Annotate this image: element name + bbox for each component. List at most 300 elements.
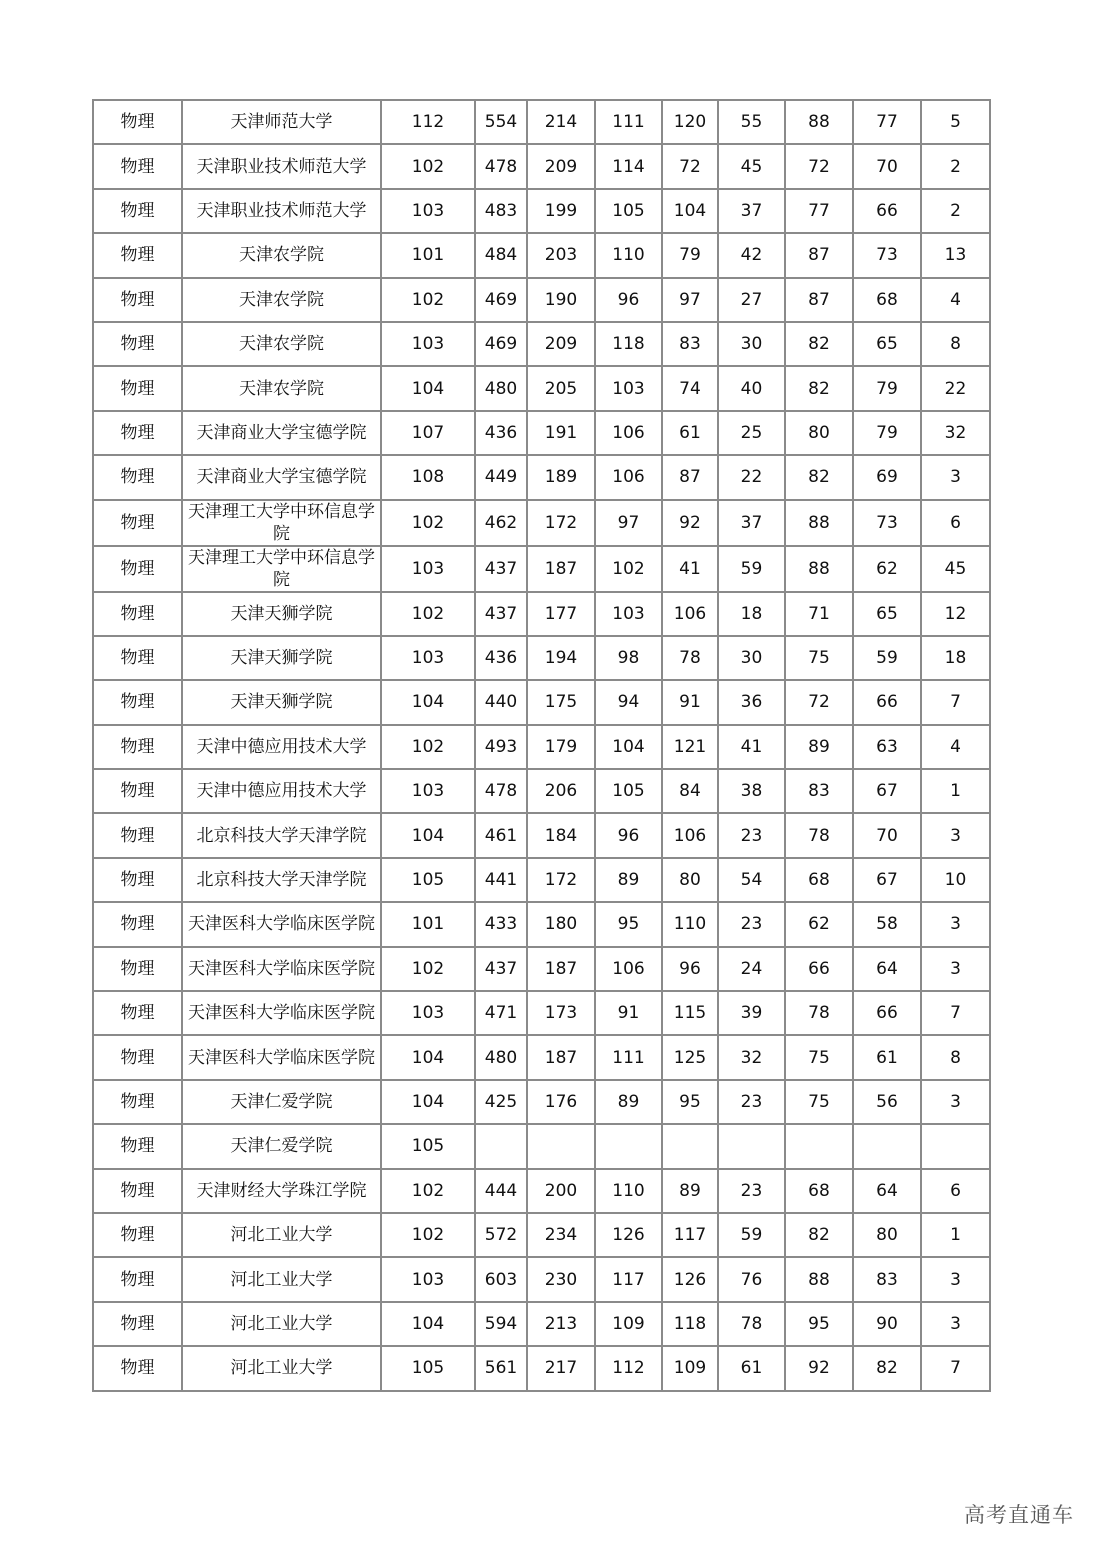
cell-c5: 120: [662, 100, 718, 144]
cell-max-score: 483: [475, 189, 527, 233]
cell-c7: 80: [785, 411, 853, 455]
cell-school: 天津医科大学临床医学院: [182, 902, 381, 946]
cell-c7: 78: [785, 991, 853, 1035]
cell-group-code: 104: [381, 680, 475, 724]
cell-max-score: 594: [475, 1302, 527, 1346]
cell-max-score: 480: [475, 366, 527, 410]
cell-plan-count: 3: [921, 902, 990, 946]
cell-max-rank-a: 217: [527, 1346, 595, 1390]
table-row: [93, 1124, 990, 1168]
cell-max-rank-a: 187: [527, 947, 595, 991]
cell-c6: 27: [718, 278, 785, 322]
cell-school: 北京科技大学天津学院: [182, 858, 381, 902]
cell-c7: 77: [785, 189, 853, 233]
cell-subject: 物理: [93, 278, 182, 322]
cell-group-code: 101: [381, 233, 475, 277]
cell-c6: 23: [718, 1080, 785, 1124]
cell-c8: 64: [853, 947, 921, 991]
table-row: [93, 680, 990, 724]
cell-c8: 79: [853, 411, 921, 455]
cell-plan-count: 2: [921, 144, 990, 188]
cell-max-score: 449: [475, 455, 527, 499]
cell-max-rank-b: 118: [595, 322, 662, 366]
cell-max-rank-a: 194: [527, 636, 595, 680]
cell-max-rank-b: [595, 1124, 662, 1168]
cell-max-rank-b: 112: [595, 1346, 662, 1390]
cell-group-code: 103: [381, 991, 475, 1035]
cell-c7: 88: [785, 500, 853, 546]
cell-school: 天津仁爱学院: [182, 1080, 381, 1124]
cell-plan-count: 1: [921, 769, 990, 813]
cell-c8: 56: [853, 1080, 921, 1124]
cell-c6: 39: [718, 991, 785, 1035]
cell-c5: 92: [662, 500, 718, 546]
cell-school: 天津职业技术师范大学: [182, 189, 381, 233]
cell-max-rank-a: 213: [527, 1302, 595, 1346]
cell-max-score: 461: [475, 813, 527, 857]
cell-c5: 115: [662, 991, 718, 1035]
cell-group-code: 105: [381, 858, 475, 902]
cell-max-rank-b: 105: [595, 769, 662, 813]
table-row: [93, 100, 990, 144]
cell-max-score: 478: [475, 769, 527, 813]
cell-school: 天津中德应用技术大学: [182, 725, 381, 769]
cell-max-rank-b: 110: [595, 1169, 662, 1213]
cell-plan-count: 4: [921, 278, 990, 322]
cell-max-rank-b: 104: [595, 725, 662, 769]
table-row: [93, 278, 990, 322]
cell-c8: 70: [853, 144, 921, 188]
cell-c5: 106: [662, 813, 718, 857]
cell-c6: 42: [718, 233, 785, 277]
cell-c8: 61: [853, 1035, 921, 1079]
cell-subject: 物理: [93, 680, 182, 724]
cell-max-rank-a: 209: [527, 144, 595, 188]
cell-group-code: 108: [381, 455, 475, 499]
cell-c6: 45: [718, 144, 785, 188]
table-row: [93, 1346, 990, 1390]
cell-group-code: 103: [381, 769, 475, 813]
cell-plan-count: 12: [921, 592, 990, 636]
cell-max-rank-b: 103: [595, 592, 662, 636]
cell-c7: 78: [785, 813, 853, 857]
cell-c5: 80: [662, 858, 718, 902]
cell-max-score: 554: [475, 100, 527, 144]
cell-subject: 物理: [93, 1302, 182, 1346]
cell-school: 天津商业大学宝德学院: [182, 411, 381, 455]
cell-subject: 物理: [93, 455, 182, 499]
cell-subject: 物理: [93, 144, 182, 188]
cell-max-score: 436: [475, 636, 527, 680]
cell-c6: 37: [718, 500, 785, 546]
cell-plan-count: 1: [921, 1213, 990, 1257]
cell-max-rank-b: 97: [595, 500, 662, 546]
cell-c8: 62: [853, 546, 921, 592]
cell-school: 北京科技大学天津学院: [182, 813, 381, 857]
cell-plan-count: 18: [921, 636, 990, 680]
cell-c5: 83: [662, 322, 718, 366]
cell-plan-count: 4: [921, 725, 990, 769]
cell-max-rank-b: 89: [595, 858, 662, 902]
table-row: [93, 546, 990, 592]
cell-group-code: 105: [381, 1124, 475, 1168]
table-row: [93, 1257, 990, 1301]
cell-group-code: 107: [381, 411, 475, 455]
cell-subject: 物理: [93, 1346, 182, 1390]
cell-school: 天津师范大学: [182, 100, 381, 144]
cell-group-code: 103: [381, 322, 475, 366]
cell-group-code: 104: [381, 1080, 475, 1124]
cell-c6: 54: [718, 858, 785, 902]
cell-max-rank-b: 106: [595, 455, 662, 499]
cell-c6: 76: [718, 1257, 785, 1301]
cell-c6: 41: [718, 725, 785, 769]
cell-plan-count: 3: [921, 1080, 990, 1124]
cell-subject: 物理: [93, 100, 182, 144]
cell-c6: 38: [718, 769, 785, 813]
cell-max-rank-b: 95: [595, 902, 662, 946]
cell-group-code: 103: [381, 636, 475, 680]
cell-c6: 55: [718, 100, 785, 144]
cell-school: 天津农学院: [182, 278, 381, 322]
cell-c8: 70: [853, 813, 921, 857]
cell-c7: 75: [785, 1080, 853, 1124]
cell-plan-count: 7: [921, 680, 990, 724]
table-row: [93, 592, 990, 636]
cell-c5: 118: [662, 1302, 718, 1346]
cell-max-score: [475, 1124, 527, 1168]
cell-max-rank-a: 173: [527, 991, 595, 1035]
cell-c5: 89: [662, 1169, 718, 1213]
table-row: [93, 411, 990, 455]
cell-c6: 59: [718, 1213, 785, 1257]
cell-max-rank-a: [527, 1124, 595, 1168]
table-row: [93, 1213, 990, 1257]
cell-c8: 67: [853, 858, 921, 902]
cell-plan-count: 10: [921, 858, 990, 902]
cell-max-rank-a: 230: [527, 1257, 595, 1301]
cell-max-rank-b: 110: [595, 233, 662, 277]
cell-plan-count: 7: [921, 1346, 990, 1390]
cell-c8: 90: [853, 1302, 921, 1346]
cell-c7: 88: [785, 100, 853, 144]
cell-school: 河北工业大学: [182, 1257, 381, 1301]
cell-subject: 物理: [93, 636, 182, 680]
cell-c5: 125: [662, 1035, 718, 1079]
cell-c5: 121: [662, 725, 718, 769]
cell-c6: 78: [718, 1302, 785, 1346]
cell-group-code: 101: [381, 902, 475, 946]
cell-plan-count: 6: [921, 1169, 990, 1213]
table-row: [93, 1080, 990, 1124]
table-row: [93, 1169, 990, 1213]
cell-max-rank-b: 126: [595, 1213, 662, 1257]
cell-subject: 物理: [93, 947, 182, 991]
cell-plan-count: 22: [921, 366, 990, 410]
cell-group-code: 102: [381, 278, 475, 322]
cell-school: 天津天狮学院: [182, 636, 381, 680]
table-row: [93, 858, 990, 902]
cell-max-score: 603: [475, 1257, 527, 1301]
cell-c7: 72: [785, 144, 853, 188]
cell-school: 天津天狮学院: [182, 592, 381, 636]
cell-max-rank-b: 103: [595, 366, 662, 410]
cell-subject: 物理: [93, 500, 182, 546]
cell-c7: 88: [785, 1257, 853, 1301]
cell-c7: 75: [785, 636, 853, 680]
cell-subject: 物理: [93, 902, 182, 946]
cell-subject: 物理: [93, 769, 182, 813]
table-row: [93, 455, 990, 499]
cell-c8: 64: [853, 1169, 921, 1213]
cell-c8: 77: [853, 100, 921, 144]
cell-school: 天津中德应用技术大学: [182, 769, 381, 813]
cell-c7: 83: [785, 769, 853, 813]
cell-school: 河北工业大学: [182, 1346, 381, 1390]
cell-c5: 91: [662, 680, 718, 724]
cell-plan-count: 3: [921, 455, 990, 499]
cell-c6: 24: [718, 947, 785, 991]
cell-c5: 74: [662, 366, 718, 410]
cell-c5: 97: [662, 278, 718, 322]
cell-c7: 82: [785, 322, 853, 366]
cell-max-rank-a: 205: [527, 366, 595, 410]
cell-c8: 79: [853, 366, 921, 410]
cell-group-code: 105: [381, 1346, 475, 1390]
cell-c6: 18: [718, 592, 785, 636]
cell-c6: 25: [718, 411, 785, 455]
table-row: [93, 991, 990, 1035]
cell-school: 天津仁爱学院: [182, 1124, 381, 1168]
cell-c6: 23: [718, 902, 785, 946]
table-row: [93, 947, 990, 991]
cell-plan-count: 32: [921, 411, 990, 455]
cell-c5: 104: [662, 189, 718, 233]
cell-c7: 72: [785, 680, 853, 724]
cell-c6: 61: [718, 1346, 785, 1390]
cell-max-rank-a: 200: [527, 1169, 595, 1213]
cell-max-score: 462: [475, 500, 527, 546]
cell-school: 河北工业大学: [182, 1213, 381, 1257]
cell-max-rank-b: 111: [595, 100, 662, 144]
cell-c6: 40: [718, 366, 785, 410]
cell-group-code: 104: [381, 366, 475, 410]
cell-max-score: 433: [475, 902, 527, 946]
cell-subject: 物理: [93, 858, 182, 902]
cell-school: 天津理工大学中环信息学院: [182, 500, 381, 546]
cell-max-rank-b: 109: [595, 1302, 662, 1346]
cell-max-rank-b: 117: [595, 1257, 662, 1301]
cell-max-rank-b: 106: [595, 947, 662, 991]
table-row: [93, 769, 990, 813]
watermark-text: 高考直通车: [964, 1503, 1074, 1527]
cell-subject: 物理: [93, 592, 182, 636]
cell-subject: 物理: [93, 546, 182, 592]
cell-c6: 32: [718, 1035, 785, 1079]
cell-max-rank-b: 105: [595, 189, 662, 233]
cell-group-code: 104: [381, 1035, 475, 1079]
cell-plan-count: 2: [921, 189, 990, 233]
cell-subject: 物理: [93, 991, 182, 1035]
cell-c7: 87: [785, 278, 853, 322]
cell-c6: 30: [718, 322, 785, 366]
cell-c6: [718, 1124, 785, 1168]
cell-subject: 物理: [93, 366, 182, 410]
cell-subject: 物理: [93, 813, 182, 857]
cell-max-score: 437: [475, 546, 527, 592]
cell-c6: 23: [718, 1169, 785, 1213]
cell-max-rank-b: 111: [595, 1035, 662, 1079]
cell-c5: 110: [662, 902, 718, 946]
cell-subject: 物理: [93, 1124, 182, 1168]
cell-max-score: 484: [475, 233, 527, 277]
cell-group-code: 102: [381, 500, 475, 546]
table-row: [93, 1302, 990, 1346]
cell-c8: 73: [853, 500, 921, 546]
cell-c7: 71: [785, 592, 853, 636]
cell-max-score: 572: [475, 1213, 527, 1257]
cell-group-code: 104: [381, 1302, 475, 1346]
cell-c7: 62: [785, 902, 853, 946]
cell-c6: 36: [718, 680, 785, 724]
cell-max-rank-b: 98: [595, 636, 662, 680]
cell-group-code: 103: [381, 189, 475, 233]
cell-max-score: 437: [475, 592, 527, 636]
cell-c7: 87: [785, 233, 853, 277]
cell-c8: 73: [853, 233, 921, 277]
cell-c7: 68: [785, 1169, 853, 1213]
cell-plan-count: 5: [921, 100, 990, 144]
cell-c8: 83: [853, 1257, 921, 1301]
table-row: [93, 813, 990, 857]
cell-group-code: 102: [381, 947, 475, 991]
cell-max-score: 493: [475, 725, 527, 769]
cell-c8: 66: [853, 680, 921, 724]
table-row: [93, 725, 990, 769]
cell-max-rank-b: 114: [595, 144, 662, 188]
cell-c8: 65: [853, 322, 921, 366]
cell-max-rank-a: 187: [527, 546, 595, 592]
cell-group-code: 102: [381, 725, 475, 769]
cell-c6: 23: [718, 813, 785, 857]
cell-max-score: 436: [475, 411, 527, 455]
cell-max-score: 471: [475, 991, 527, 1035]
cell-max-score: 469: [475, 278, 527, 322]
cell-max-rank-b: 91: [595, 991, 662, 1035]
cell-c8: 58: [853, 902, 921, 946]
cell-c5: 109: [662, 1346, 718, 1390]
cell-c7: [785, 1124, 853, 1168]
cell-max-rank-a: 234: [527, 1213, 595, 1257]
cell-max-rank-a: 214: [527, 100, 595, 144]
table-row: [93, 233, 990, 277]
cell-school: 天津农学院: [182, 366, 381, 410]
cell-max-rank-a: 172: [527, 500, 595, 546]
cell-max-score: 425: [475, 1080, 527, 1124]
table-row: [93, 366, 990, 410]
cell-max-rank-b: 106: [595, 411, 662, 455]
cell-c8: 69: [853, 455, 921, 499]
cell-school: 天津商业大学宝德学院: [182, 455, 381, 499]
cell-c8: 67: [853, 769, 921, 813]
cell-max-rank-a: 184: [527, 813, 595, 857]
cell-c5: 84: [662, 769, 718, 813]
cell-c5: 95: [662, 1080, 718, 1124]
cell-subject: 物理: [93, 1257, 182, 1301]
cell-max-rank-a: 180: [527, 902, 595, 946]
cell-max-rank-a: 179: [527, 725, 595, 769]
cell-max-score: 441: [475, 858, 527, 902]
cell-c7: 68: [785, 858, 853, 902]
cell-subject: 物理: [93, 322, 182, 366]
cell-plan-count: 13: [921, 233, 990, 277]
table-row: [93, 189, 990, 233]
cell-c5: 61: [662, 411, 718, 455]
cell-plan-count: [921, 1124, 990, 1168]
cell-school: 天津医科大学临床医学院: [182, 947, 381, 991]
cell-max-score: 440: [475, 680, 527, 724]
cell-max-rank-a: 177: [527, 592, 595, 636]
cell-c8: 59: [853, 636, 921, 680]
cell-max-score: 469: [475, 322, 527, 366]
cell-group-code: 103: [381, 1257, 475, 1301]
cell-c7: 66: [785, 947, 853, 991]
cell-max-rank-b: 96: [595, 278, 662, 322]
cell-c5: 78: [662, 636, 718, 680]
cell-subject: 物理: [93, 1213, 182, 1257]
cell-subject: 物理: [93, 1169, 182, 1213]
cell-max-score: 437: [475, 947, 527, 991]
score-table: [92, 99, 991, 1392]
table-row: [93, 500, 990, 546]
cell-max-rank-a: 206: [527, 769, 595, 813]
cell-c5: 87: [662, 455, 718, 499]
cell-subject: 物理: [93, 233, 182, 277]
cell-plan-count: 3: [921, 947, 990, 991]
cell-subject: 物理: [93, 1080, 182, 1124]
cell-c7: 89: [785, 725, 853, 769]
table-body: [93, 100, 990, 1391]
cell-max-rank-b: 102: [595, 546, 662, 592]
cell-c8: 66: [853, 991, 921, 1035]
cell-max-rank-a: 199: [527, 189, 595, 233]
cell-c8: 63: [853, 725, 921, 769]
cell-c8: [853, 1124, 921, 1168]
cell-c8: 68: [853, 278, 921, 322]
table-row: [93, 144, 990, 188]
cell-c7: 75: [785, 1035, 853, 1079]
cell-max-rank-a: 172: [527, 858, 595, 902]
cell-c6: 22: [718, 455, 785, 499]
cell-max-score: 444: [475, 1169, 527, 1213]
cell-school: 天津农学院: [182, 322, 381, 366]
cell-plan-count: 3: [921, 1257, 990, 1301]
cell-max-rank-a: 176: [527, 1080, 595, 1124]
table-row: [93, 636, 990, 680]
cell-c7: 82: [785, 455, 853, 499]
cell-max-rank-b: 89: [595, 1080, 662, 1124]
cell-school: 河北工业大学: [182, 1302, 381, 1346]
cell-school: 天津理工大学中环信息学院: [182, 546, 381, 592]
cell-max-rank-a: 175: [527, 680, 595, 724]
cell-plan-count: 6: [921, 500, 990, 546]
cell-max-rank-a: 187: [527, 1035, 595, 1079]
cell-max-rank-b: 94: [595, 680, 662, 724]
cell-max-rank-a: 191: [527, 411, 595, 455]
cell-c8: 65: [853, 592, 921, 636]
cell-c5: 41: [662, 546, 718, 592]
cell-max-rank-a: 189: [527, 455, 595, 499]
